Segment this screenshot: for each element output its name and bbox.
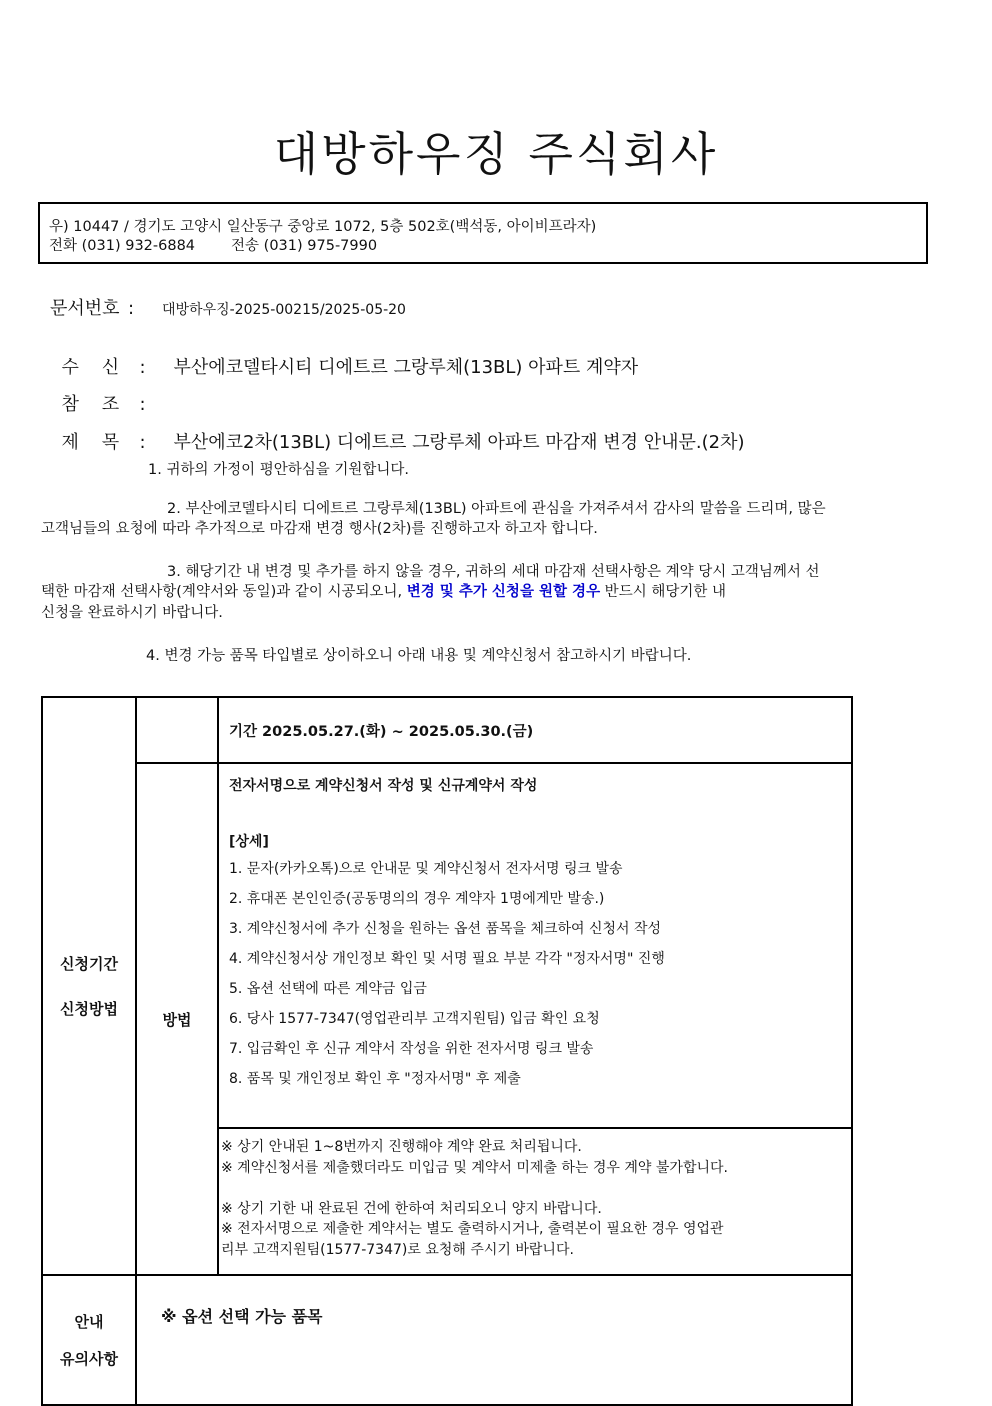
paragraph-3-line-2: [41, 582, 726, 602]
colon: :: [128, 298, 135, 319]
paragraph-3-line-3: 신청을 완료하시기 바랍니다.: [41, 605, 223, 621]
paragraph-4: 4. 변경 가능 품목 타입별로 상이하오니 아래 내용 및 계약신청서 참고하시기 바랍니다.: [146, 648, 692, 664]
step-item: 4. 계약신청서상 개인정보 확인 및 서명 필요 부분 각각 "정자서명" 진행: [229, 951, 665, 967]
colon: :: [139, 432, 146, 453]
period-cell: 기간 2025.05.27.(화) ~ 2025.05.30.(금): [218, 697, 852, 763]
note-item: ※ 계약신청서를 제출했더라도 미입금 및 계약서 미제출 하는 경우 계약 불가합니다.: [221, 1159, 728, 1176]
note-item: ※ 상기 기한 내 완료된 건에 한하여 처리되오니 양지 바랍니다.: [221, 1200, 602, 1217]
contact-line: [49, 237, 926, 256]
paragraph-3-text-b: 반드시 해당기한 내: [600, 584, 726, 600]
address-line: 우) 10447 / 경기도 고양시 일산동구 중앙로 1072, 5층 502호(백석동, 아이비프라자): [49, 219, 597, 235]
address-box: [38, 202, 928, 264]
colon: :: [139, 357, 146, 378]
step-item: 2. 휴대폰 본인인증(공동명의의 경우 계약자 1명에게만 발송.): [229, 891, 605, 907]
method-label-cell: [136, 763, 218, 1275]
doc-number-label: 문서번호: [50, 298, 120, 319]
empty-cell: [136, 697, 218, 763]
highlight-text: 변경 및 추가 신청을 원할 경우: [406, 584, 601, 600]
subject-value: 부산에코2차(13BL) 디에트르 그랑루체 아파트 마감재 변경 안내문.(2차): [173, 432, 745, 453]
paragraph-2-line-1: 2. 부산에코델타시티 디에트르 그랑루체(13BL) 아파트에 관심을 가져주셔서 감사의 말씀을 드리며, 많은: [167, 501, 826, 517]
step-item: 3. 계약신청서에 추가 신청을 원하는 옵션 품목을 체크하여 신청서 작성: [229, 921, 662, 937]
note-item: ※ 상기 안내된 1~8번까지 진행해야 계약 완료 처리됩니다.: [221, 1139, 582, 1155]
paragraph-3-text-a: 택한 마감재 선택사항(계약서와 동일)과 같이 시공되오니,: [41, 584, 407, 600]
doc-number-value: 대방하우징-2025-00215/2025-05-20: [162, 302, 406, 318]
note-item: ※ 전자서명으로 제출한 계약서는 별도 출력하시거나, 출력본이 필요한 경우 영업관: [221, 1221, 724, 1237]
subject-row: [50, 407, 744, 454]
step-item: 5. 옵션 선택에 따른 계약금 입금: [229, 981, 427, 997]
reference-label: 참 조: [61, 394, 120, 415]
step-item: 1. 문자(카카오톡)으로 안내문 및 계약신청서 전자서명 링크 발송: [229, 861, 623, 877]
subject-label: 제 목: [61, 432, 120, 453]
step-item: 8. 품목 및 개인정보 확인 후 "정자서명" 후 제출: [229, 1071, 521, 1087]
paragraph-1: 1. 귀하의 가정이 평안하심을 기원합니다.: [148, 462, 409, 478]
step-item: 7. 입금확인 후 신규 계약서 작성을 위한 전자서명 링크 발송: [229, 1041, 594, 1057]
method-title: 전자서명으로 계약신청서 작성 및 신규계약서 작성: [229, 778, 538, 794]
period-method-label-cell: [42, 697, 136, 1275]
method-cell: [218, 763, 852, 1128]
option-title: ※ 옵션 선택 가능 품목: [161, 1307, 323, 1326]
notes-cell: [218, 1128, 852, 1275]
note-spacer: [221, 1178, 851, 1199]
recipient-value: 부산에코델타시티 디에트르 그랑루체(13BL) 아파트 계약자: [173, 357, 639, 378]
caution-label: 유의사항: [60, 1350, 118, 1368]
option-cell: [136, 1275, 852, 1405]
detail-title: [상세]: [229, 834, 269, 850]
recipient-label: 수 신: [61, 357, 120, 378]
colon: :: [139, 394, 146, 415]
guide-label-cell: [42, 1275, 136, 1405]
note-item: 리부 고객지원팀(1577-7347)로 요청해 주시기 바랍니다.: [221, 1241, 574, 1258]
application-table: [41, 696, 853, 1406]
phone-number: 전화 (031) 932-6884: [49, 238, 196, 254]
company-title: 대방하우징 주식회사: [273, 127, 719, 181]
method-label-left: 신청방법: [60, 1000, 118, 1018]
fax-number: 전송 (031) 975-7990: [231, 238, 378, 254]
period-label: 신청기간: [60, 955, 118, 973]
doc-number-row: [50, 294, 406, 320]
step-item: 6. 당사 1577-7347(영업관리부 고객지원팀) 입금 확인 요청: [229, 1011, 600, 1027]
guide-label: 안내: [74, 1313, 104, 1331]
method-label: 방법: [162, 1010, 192, 1029]
paragraph-3-line-1: 3. 해당기간 내 변경 및 추가를 하지 않을 경우, 귀하의 세대 마감재 선택사항은 계약 당시 고객님께서 선: [167, 564, 820, 580]
paragraph-2-line-2: 고객님들의 요청에 따라 추가적으로 마감재 변경 행사(2차)를 진행하고자 하고자 합니다.: [41, 521, 598, 537]
